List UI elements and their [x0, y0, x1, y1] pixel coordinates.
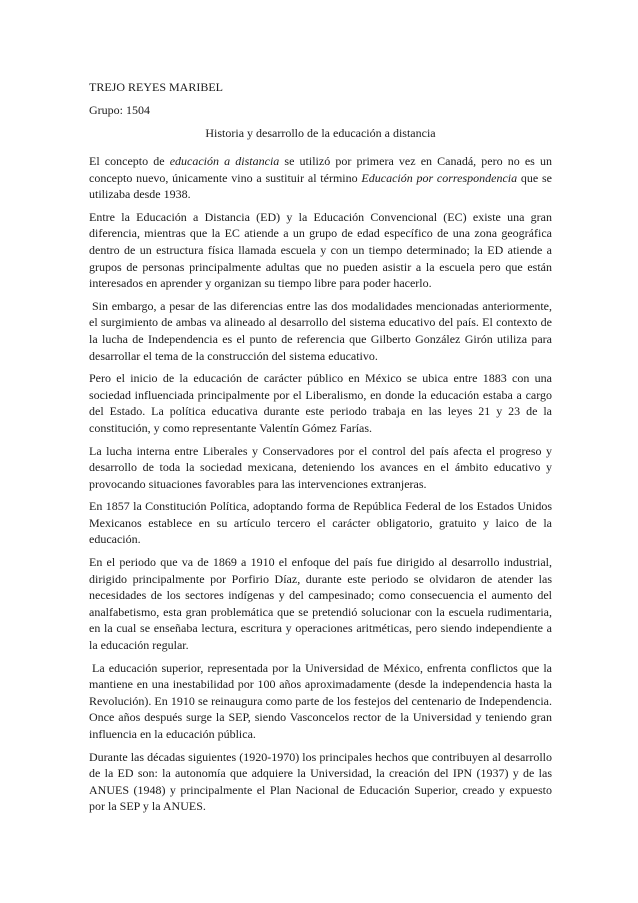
paragraph-5: La lucha interna entre Liberales y Conservadores por el control del país afecta el progreso y desarrollo de toda la sociedad mexicana, deteniendo los avances en el ámbito educativo y provocando situaciones favorables para las intervenciones extranjeras. — [89, 443, 552, 491]
paragraph-3: Sin embargo, a pesar de las diferencias entre las dos modalidades mencionadas anteriormente, el surgimiento de ambas va alineado al desarrollo del sistema educativo del país. El contexto de la lucha de Independencia es el punto de referencia que Gilberto González Girón utiliza para desarrollar el tema de la construcción del sistema educativo. — [89, 298, 552, 363]
term-distance-education: educación a distancia — [169, 154, 280, 168]
paragraph-2: Entre la Educación a Distancia (ED) y la Educación Convencional (EC) existe una gran diferencia, mientras que la EC atiende a un grupo de edad específico de una zona geográfica dentro de un estructura física llamada escuela y con un tiempo determinado; la ED atiende a grupos de personas principalmente adultas que no pueden asistir a la escuela pero que están interesados en aprender y organizan su tiempo libre para poder hacerlo. — [89, 209, 552, 291]
paragraph-4: Pero el inicio de la educación de carácter público en México se ubica entre 1883 con una sociedad influenciada principalmente por el Liberalismo, en donde la educación estaba a cargo del Estado. La política educativa durante este periodo trabaja en las leyes 21 y 23 de la constitución, y como representante Valentín Gómez Farías. — [89, 371, 552, 435]
document-title: Historia y desarrollo de la educación a distancia — [205, 126, 436, 140]
paragraph-1-text-a: El concepto de — [89, 154, 170, 168]
paragraph-7: En el periodo que va de 1869 a 1910 el enfoque del país fue dirigido al desarrollo industrial, dirigido principalmente por Porfirio Díaz, durante este periodo se olvidaron de atender las necesidades de los sectores indígenas y del campesinado; como consecuencia el aumento del analfabetismo, esta gran problemática que se pretendió solucionar con la escuela rudimentaria, en la cual se enseñaba lectura, escritura y operaciones aritméticas, pero siendo independiente a la educación regular. — [89, 555, 552, 653]
paragraph-1-text-b: se utilizó por primera vez en Canadá, pero no es un concepto nuevo, únicamente vino a sustituir al término — [89, 154, 552, 185]
paragraph-9: Durante las décadas siguientes (1920-1970) los principales hechos que contribuyen al desarrollo de la ED son: la autonomía que adquiere la Universidad, la creación del IPN (1937) y de las ANUES (1948) y principalmente el Plan Nacional de Educación Superior, creado y expuesto por la SEP y la ANUES. — [89, 749, 552, 814]
paragraph-1-text-c: que se utilizaba desde 1938. — [89, 170, 552, 202]
paragraph-8: La educación superior, representada por la Universidad de México, enfrenta conflictos que la mantiene en una inestabilidad por 100 años aproximadamente (desde la independencia hasta la Revolución). En 1910 se reinaugura como parte de los festejos del centenario de Independencia. Once años después surge la SEP, siendo Vasconcelos rector de la Universidad y teniendo gran influencia en la educación pública. — [89, 660, 552, 741]
author-name: TREJO REYES MARIBEL — [89, 80, 224, 94]
paragraph-1 — [89, 153, 552, 203]
paragraph-6: En 1857 la Constitución Política, adoptando forma de República Federal de los Estados Unidos Mexicanos establece en su artículo tercero el carácter obligatorio, gratuito y laico de la educación. — [89, 499, 552, 547]
group-number: Grupo: 1504 — [89, 103, 150, 117]
term-correspondence-education: Educación por correspondencia — [361, 170, 518, 185]
